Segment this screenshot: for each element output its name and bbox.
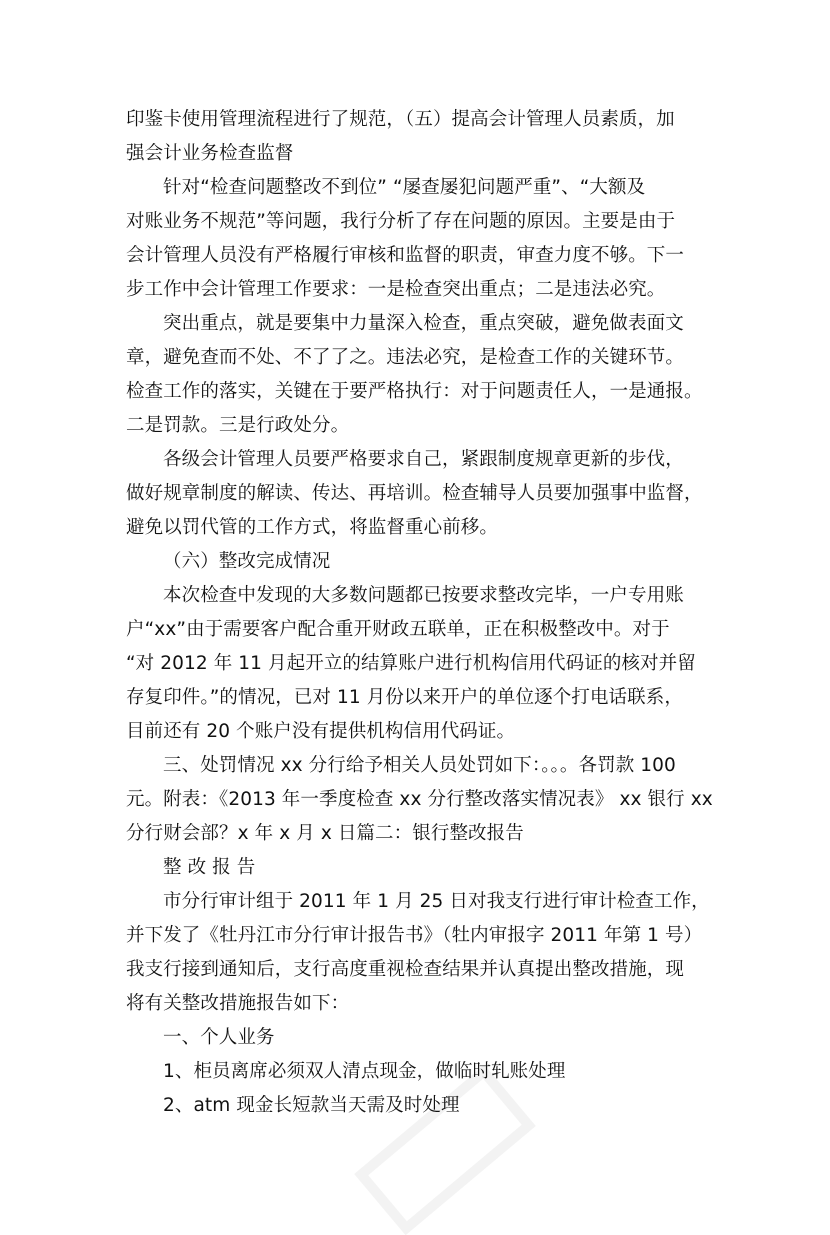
text-line-3: 针对“检查问题整改不到位” “屡查屡犯问题严重”、“大额及 (163, 177, 646, 198)
watermark-stamp (354, 1065, 536, 1235)
text-line-20: 三、处罚情况 xx 分行给予相关人员处罚如下：。。。各罚款 100 (163, 755, 676, 776)
text-line-10: 二是罚款。三是行政处分。 (126, 415, 350, 436)
text-line-16: 户“xx”由于需要客户配合重开财政五联单，正在积极整改中。对于 (126, 619, 670, 640)
text-line-5: 会计管理人员没有严格履行审核和监督的职责，审查力度不够。下一 (126, 245, 685, 266)
text-line-8: 章，避免查而不处、不了了之。违法必究，是检查工作的关键环节。 (126, 347, 685, 368)
text-line-15: 本次检查中发现的大多数问题都已按要求整改完毕，一户专用账 (163, 585, 684, 606)
text-line-4: 对账业务不规范”等问题，我行分析了存在问题的原因。主要是由于 (126, 211, 676, 232)
text-line-9: 检查工作的落实，关键在于要严格执行：对于问题责任人，一是通报。 (126, 381, 703, 402)
section-heading-personal: 一、个人业务 (163, 1027, 275, 1048)
text-line-27: 将有关整改措施报告如下： (126, 993, 350, 1014)
text-line-12: 做好规章制度的解读、传达、再培训。检查辅导人员要加强事中监督， (126, 483, 703, 504)
report-title: 整 改 报 告 (163, 857, 256, 878)
text-line-24: 市分行审计组于 2011 年 1 月 25 日对我支行进行审计检查工作， (163, 891, 710, 912)
text-line-25: 并下发了《牡丹江市分行审计报告书》（牡内审报字 2011 年第 1 号） (126, 925, 703, 946)
text-line-1: 印鉴卡使用管理流程进行了规范，（五）提高会计管理人员素质，加 (126, 109, 675, 130)
text-line-18: 存复印件。”的情况，已对 11 月份以来开户的单位逐个打电话联系， (126, 687, 683, 708)
text-line-6: 步工作中会计管理工作要求：一是检查突出重点；二是违法必究。 (126, 279, 666, 300)
text-line-7: 突出重点，就是要集中力量深入检查，重点突破，避免做表面文 (163, 313, 684, 334)
section-heading-6: （六）整改完成情况 (163, 551, 331, 572)
text-line-17: “对 2012 年 11 月起开立的结算账户进行机构信用代码证的核对并留 (126, 653, 696, 674)
text-line-22: 分行财会部？x 年 x 月 x 日篇二：银行整改报告 (126, 823, 524, 844)
text-line-13: 避免以罚代管的工作方式，将监督重心前移。 (126, 517, 499, 538)
text-line-26: 我支行接到通知后，支行高度重视检查结果并认真提出整改措施，现 (126, 959, 685, 980)
list-item-2: 2、atm 现金长短款当天需及时处理 (163, 1095, 460, 1116)
text-line-11: 各级会计管理人员要严格要求自己，紧跟制度规章更新的步伐， (163, 449, 684, 470)
text-line-21: 元。附表：《2013 年一季度检查 xx 分行整改落实情况表》 xx 银行 xx (126, 789, 713, 810)
list-item-1: 1、柜员离席必须双人清点现金，做临时轧账处理 (163, 1061, 566, 1082)
text-line-2: 强会计业务检查监督 (126, 143, 294, 164)
text-line-19: 目前还有 20 个账户没有提供机构信用代码证。 (126, 721, 516, 742)
